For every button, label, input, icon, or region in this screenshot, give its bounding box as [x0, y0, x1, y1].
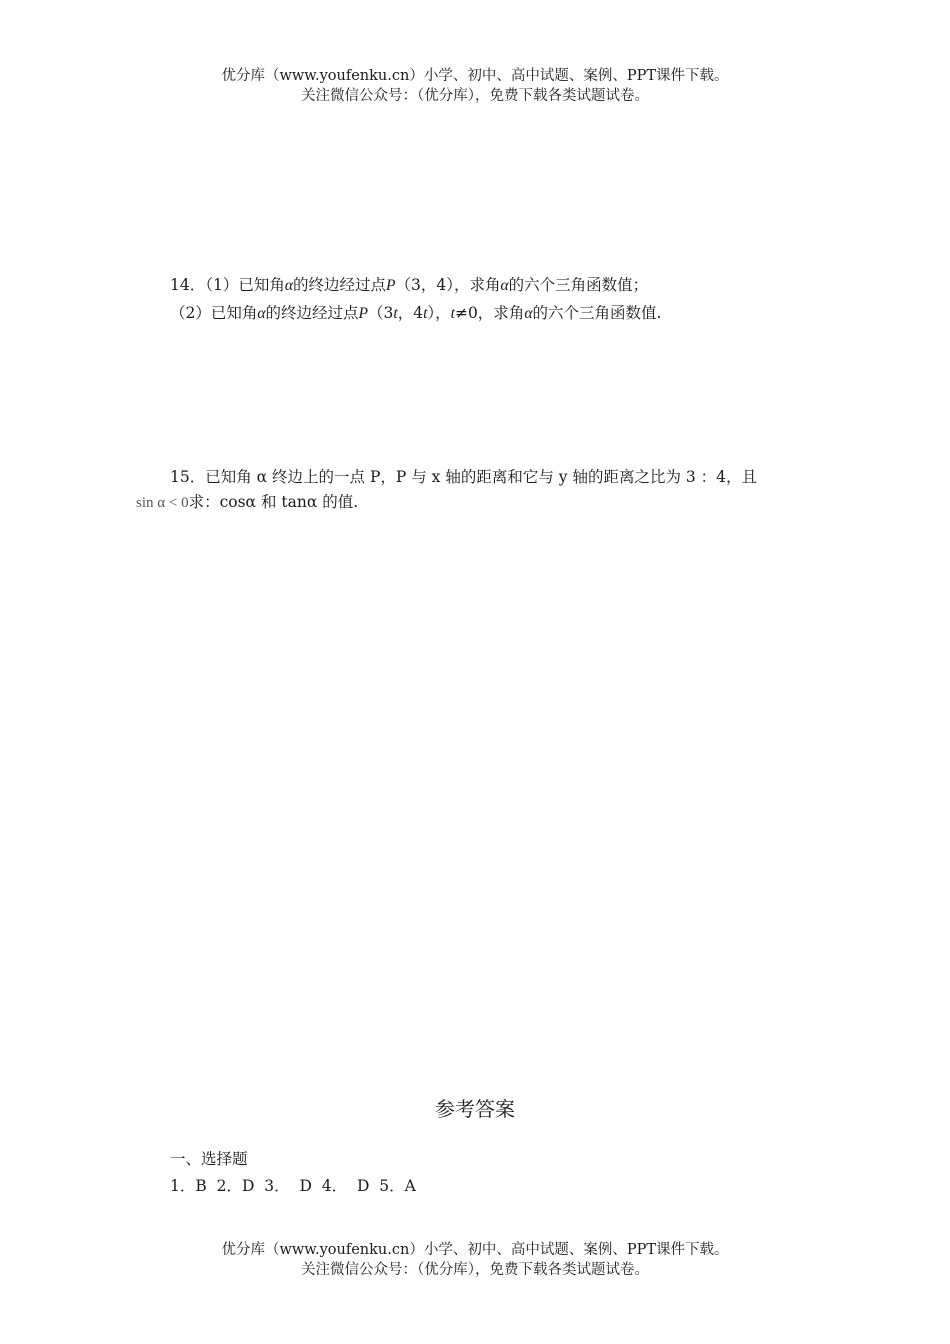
text: 的终边经过点 [293, 276, 387, 294]
alpha-symbol: α [284, 277, 293, 294]
answer-section-heading: 一、选择题 [170, 1150, 248, 1168]
sin-alpha-condition: sin α < 0 [136, 495, 189, 511]
text: 的六个三角函数值； [508, 276, 649, 294]
text: （1）已知角 [205, 276, 285, 294]
variable-t: t [450, 305, 455, 322]
question-14-number: 14． [170, 276, 206, 294]
page-header [0, 66, 950, 106]
footer-line-1: 优分库（www.youfenku.cn）小学、初中、高中试题、案例、PPT课件下载。 [221, 1242, 729, 1258]
text: ，4 [397, 304, 424, 322]
page-footer [0, 1240, 950, 1280]
question-14-part-2 [170, 302, 661, 325]
answer-title: 参考答案 [435, 1097, 515, 1121]
question-15-line-2 [136, 491, 358, 514]
text: ≠0，求角 [454, 304, 525, 322]
question-15-line-1: 15．已知角 α 终边上的一点 P，P 与 x 轴的距离和它与 y 轴的距离之比为 3 ：4，且 [170, 468, 758, 486]
alpha-symbol: α [524, 305, 533, 322]
variable-t: t [423, 305, 428, 322]
alpha-symbol: α [500, 277, 509, 294]
point-p: P [386, 277, 396, 294]
point-p: P [358, 305, 368, 322]
footer-line-2: 关注微信公众号：（优分库），免费下载各类试题试卷。 [301, 1262, 649, 1278]
header-line-1: 优分库（www.youfenku.cn）小学、初中、高中试题、案例、PPT课件下载。 [221, 68, 729, 84]
answer-choices: 1．B 2．D 3． D 4． D 5．A [170, 1177, 416, 1195]
text: （3 [368, 304, 394, 322]
question-15-ask: 求：cosα 和 tanα 的值. [188, 493, 359, 511]
text: 的六个三角函数值. [532, 304, 662, 322]
variable-t: t [393, 305, 398, 322]
question-14-part-1 [170, 274, 648, 297]
alpha-symbol: α [257, 305, 266, 322]
text: （2）已知角 [170, 304, 258, 322]
header-line-2: 关注微信公众号：（优分库），免费下载各类试题试卷。 [301, 88, 649, 104]
text: （3，4），求角 [395, 276, 501, 294]
text: 的终边经过点 [265, 304, 359, 322]
text: ）， [427, 304, 451, 322]
